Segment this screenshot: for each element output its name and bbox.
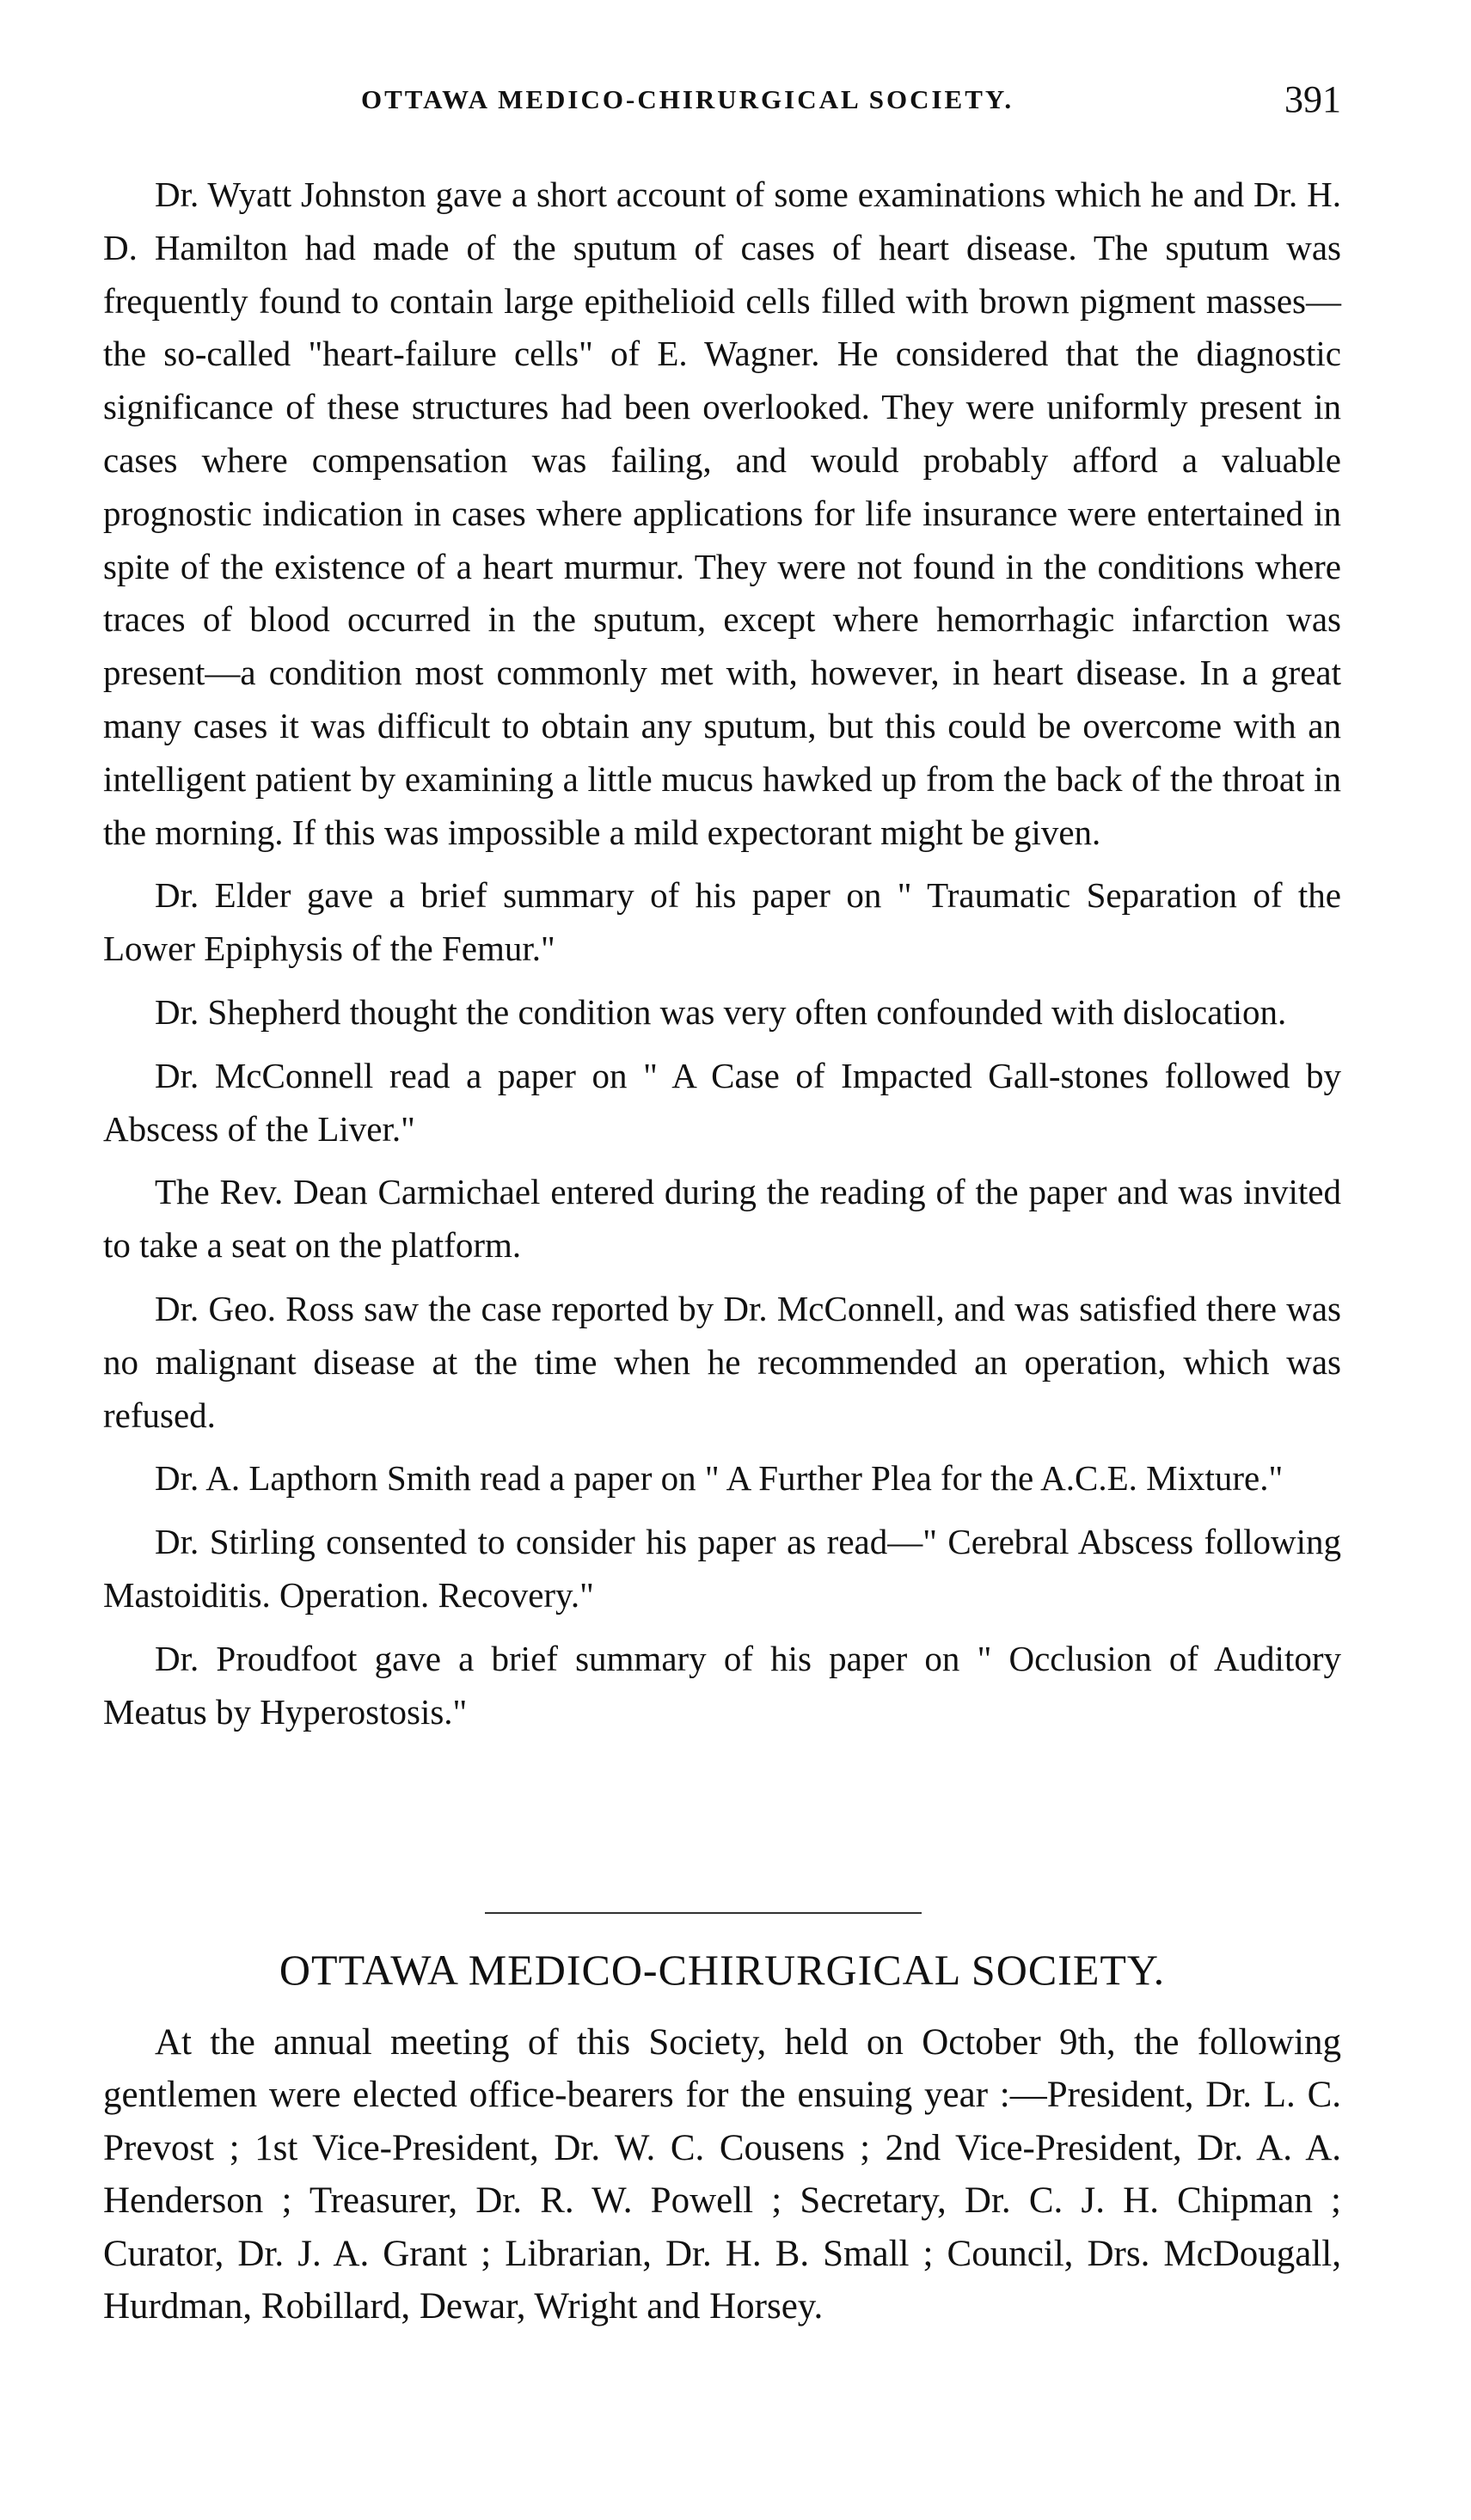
paragraph-stirling: Dr. Stirling consented to consider his paper as read—" Cerebral Abscess following Mastoiditis. Operation. Recovery." — [103, 1522, 1341, 1615]
paragraph-carmichael: The Rev. Dean Carmichael entered during the reading of the paper and was invited to take a seat on the platform. — [103, 1172, 1341, 1266]
paragraph-ross: Dr. Geo. Ross saw the case reported by Dr. McConnell, and was satisfied there was no malignant disease at the time when he recommended an operation, which was refused. — [103, 1288, 1341, 1435]
paragraph-lapthorn-smith: Dr. A. Lapthorn Smith read a paper on " A Further Plea for the A.C.E. Mixture." — [155, 1458, 1284, 1499]
paragraph-annual-meeting: At the annual meeting of this Society, held on October 9th, the following gentlemen were elected office-bearers for the ensuing year :—President, Dr. L. C. Prevost ; 1st Vice-President, Dr. W. C. Cousens ; 2nd Vice-President, Dr. A. A. Henderson ; Treasurer, Dr. R. W. Powell ; Secretary, Dr. C. J. H. Chipman ; Curator, Dr. J. A. Grant ; Librarian, Dr. H. B. Small ; Council, Drs. McDougall, Hurdman, Robillard, Dewar, Wright and Horsey. — [103, 2022, 1341, 2327]
paragraph-johnston: Dr. Wyatt Johnston gave a short account of some examinations which he and Dr. H. D. Hamilton had made of the sputum of cases of heart disease. The sputum was frequently found to contain large epithelioid cells filled with brown pigment masses—the so-called "heart-failure cells" of E. Wagner. He considered that the diagnostic significance of these structures had been overlooked. They were uniformly present in cases where compensation was failing, and would probably afford a valuable prognostic indication in cases where applications for life insurance were entertained in spite of the existence of a heart murmur. They were not found in the conditions where traces of blood occurred in the sputum, except where hemorrhagic infarction was present—a condition most commonly met with, however, in heart disease. In a great many cases it was difficult to obtain any sputum, but this could be overcome with an intelligent patient by examining a little mucus hawked up from the back of the throat in the morning. If this was impossible a mild expectorant might be given. — [103, 175, 1341, 852]
paragraph-elder: Dr. Elder gave a brief summary of his paper on " Traumatic Separation of the Lower Epiphysis of the Femur." — [103, 875, 1341, 969]
page-number: 391 — [1284, 78, 1341, 120]
meeting-report — [103, 169, 1341, 1749]
running-head — [103, 77, 1341, 129]
section-divider — [485, 1912, 922, 1914]
annual-meeting-section — [103, 2016, 1341, 2333]
running-title: OTTAWA MEDICO-CHIRURGICAL SOCIETY. — [361, 84, 1014, 114]
paragraph-proudfoot: Dr. Proudfoot gave a brief summary of his paper on " Occlusion of Auditory Meatus by Hyperostosis." — [103, 1638, 1341, 1732]
section-heading: OTTAWA MEDICO-CHIRURGICAL SOCIETY. — [279, 1946, 1166, 1994]
paragraph-mcconnell: Dr. McConnell read a paper on " A Case of Impacted Gall-stones followed by Abscess of the Liver." — [103, 1055, 1341, 1149]
paragraph-shepherd: Dr. Shepherd thought the condition was very often confounded with dislocation. — [155, 991, 1287, 1032]
